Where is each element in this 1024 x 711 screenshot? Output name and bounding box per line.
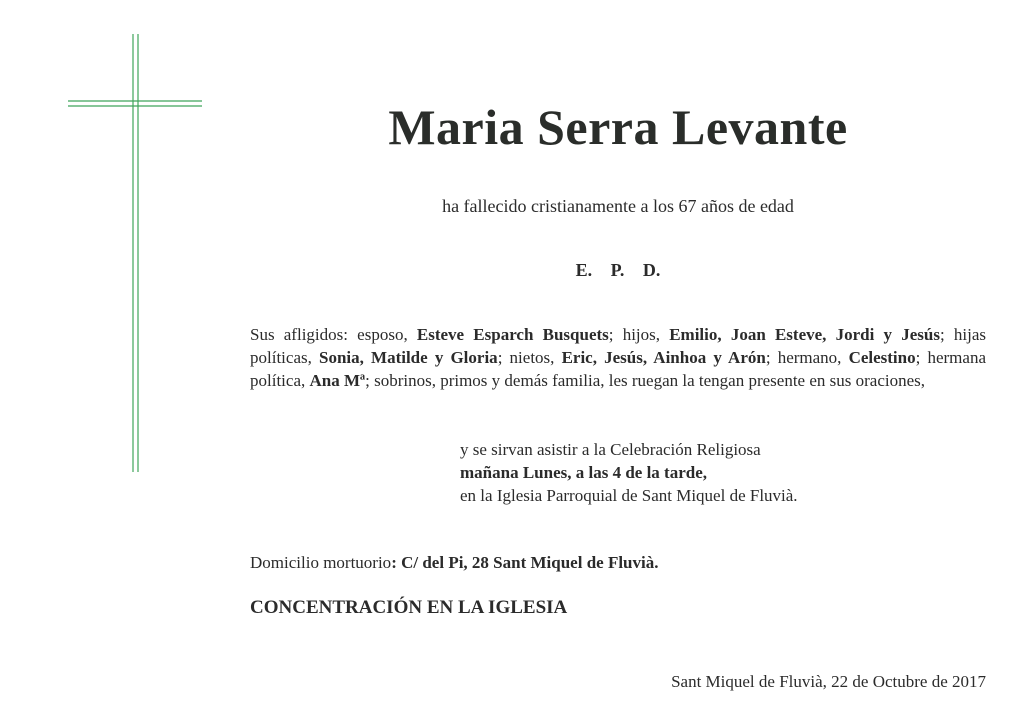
gathering-notice: CONCENTRACIÓN EN LA IGLESIA <box>250 597 568 618</box>
funeral-home-address <box>250 551 986 574</box>
body-text-segment: ; hijos, <box>608 325 670 344</box>
address-label: Domicilio mortuorio <box>250 553 392 572</box>
body-text-segment: ; hijas políticas, <box>250 325 986 367</box>
invitation-line: y se sirvan asistir a la Celebración Religiosa <box>460 440 761 459</box>
grandchildren-names: Eric, Jesús, Ainhoa y Arón <box>561 348 766 367</box>
service-time: mañana Lunes, a las 4 de la tarde, <box>460 463 707 482</box>
daughters-in-law-names: Sonia, Matilde y Gloria <box>319 348 498 367</box>
place-and-date: Sant Miquel de Fluvià, 22 de Octubre de 2017 <box>671 672 986 691</box>
body-text-segment: ; hermana política, <box>250 348 986 390</box>
children-names: Emilio, Joan Esteve, Jordi y Jesús <box>669 325 940 344</box>
service-location: en la Iglesia Parroquial de Sant Miquel de Fluvià. <box>460 486 798 505</box>
death-statement: ha fallecido cristianamente a los 67 años de edad <box>442 196 794 216</box>
brother-name: Celestino <box>848 348 916 367</box>
deceased-name: Maria Serra Levante <box>388 99 848 155</box>
sister-in-law-name: Ana Mª <box>309 371 366 390</box>
latin-cross-icon <box>68 34 204 474</box>
body-text-segment: ; hermano, <box>765 348 849 367</box>
body-text-segment: Sus afligidos: esposo, <box>250 325 417 344</box>
address-value: : C/ del Pi, 28 Sant Miquel de Fluvià. <box>391 553 659 572</box>
body-text-segment: ; nietos, <box>497 348 562 367</box>
spouse-name: Esteve Esparch Busquets <box>416 325 609 344</box>
body-text-segment: ; sobrinos, primos y demás familia, les ruegan la tengan presente en sus oraciones, <box>365 371 926 390</box>
rest-in-peace-abbreviation: E. P. D. <box>575 260 661 280</box>
family-paragraph <box>250 323 986 392</box>
service-invitation <box>460 438 980 507</box>
